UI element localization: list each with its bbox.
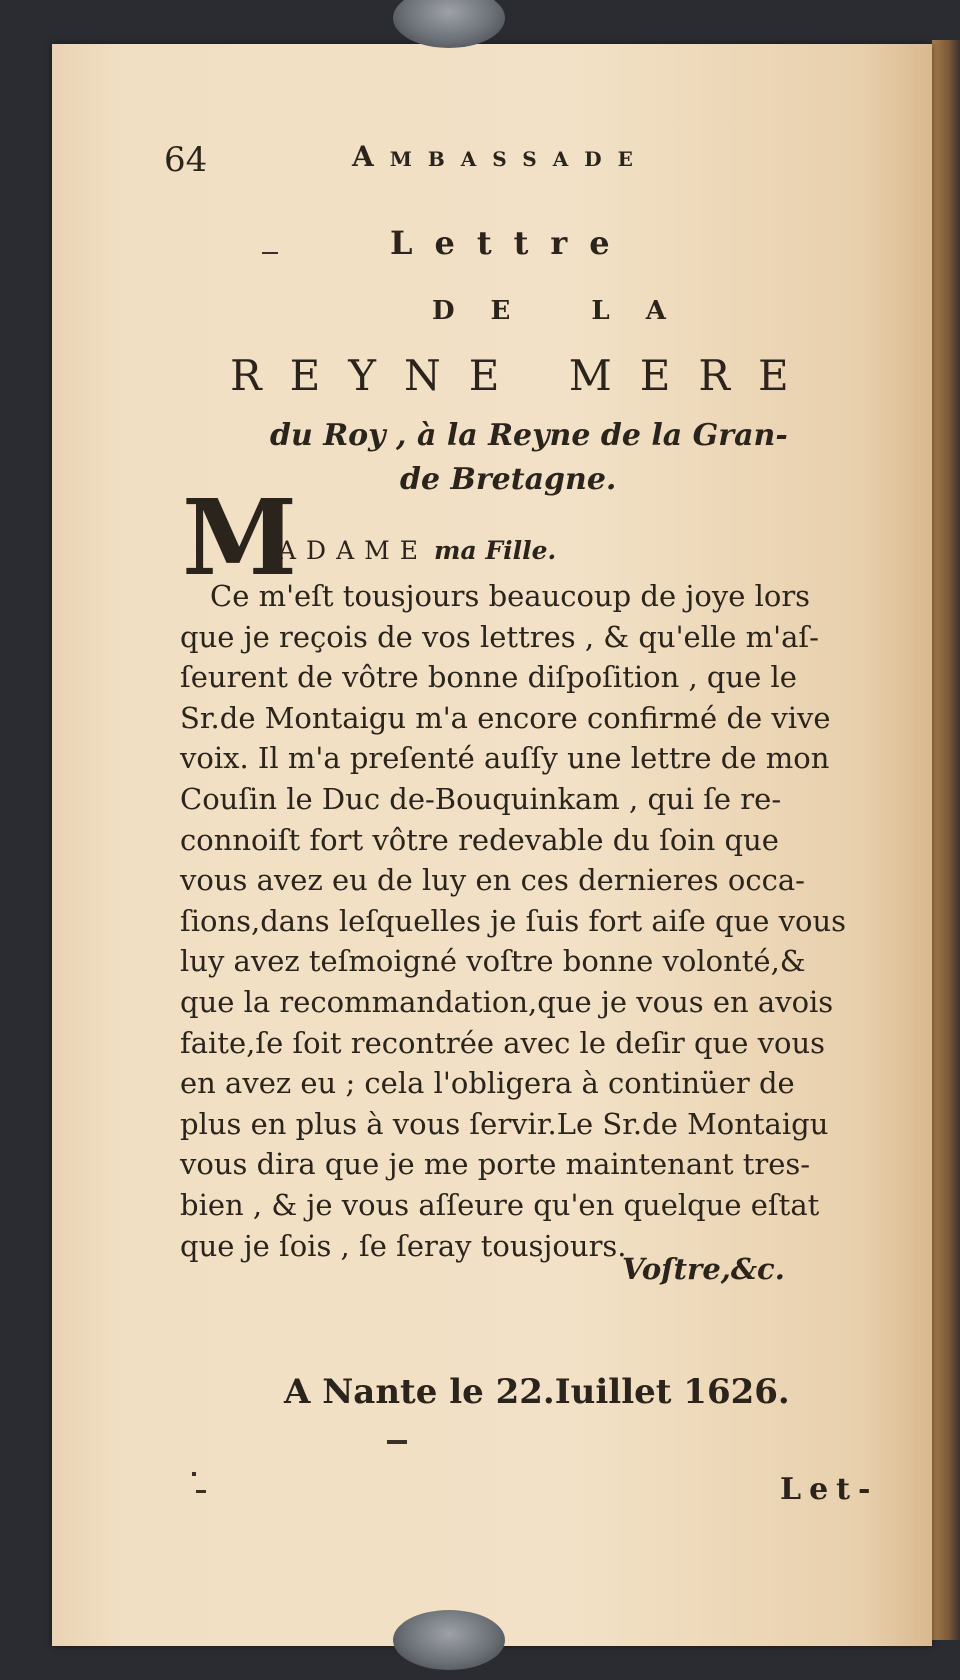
page-number: 64 <box>164 140 208 180</box>
ink-mark <box>192 1472 196 1476</box>
letter-body <box>180 576 930 1266</box>
body-line: en avez eu ; cela l'obligera à continüer de <box>180 1066 795 1101</box>
body-line: ſeurent de vôtre bonne diſpoſition , que le <box>180 660 797 695</box>
title-reyne-mere: REYNE MERE <box>230 351 817 400</box>
body-line: ſions,dans leſquelles je ſuis fort aiſe que vous <box>180 903 847 938</box>
page-clip-top <box>393 0 505 48</box>
salutation <box>278 536 556 565</box>
title-subtitle-line2: de Bretagne. <box>400 462 617 497</box>
body-line: vous avez eu de luy en ces dernieres occa- <box>180 863 805 898</box>
body-line: plus en plus à vous ſervir.Le Sr.de Montaigu <box>180 1106 829 1141</box>
body-line: faite,ſe ſoit recontrée avec le deſir que vous <box>180 1025 826 1060</box>
body-line: bien , & je vous aſſeure qu'en quelque eſtat <box>180 1187 820 1222</box>
body-line: Couſin le Duc de-Bouquinkam , qui ſe re- <box>180 781 782 816</box>
body-line: voix. Il m'a preſenté auſſy une lettre de mon <box>180 741 830 776</box>
body-line: Sr.de Montaigu m'a encore confirmé de vive <box>180 700 831 735</box>
adjacent-page-edge <box>932 40 960 1640</box>
body-line: que la recommandation,que je vous en avois <box>180 984 834 1019</box>
body-line: vous dira que je me porte maintenant tres- <box>180 1147 811 1182</box>
page-clip-bottom <box>393 1610 505 1670</box>
title-lettre: Lettre <box>390 224 632 262</box>
ink-mark <box>196 1490 206 1493</box>
body-line: que je ſois , ſe ſeray tousjours. <box>180 1228 627 1263</box>
running-head: Ambassade <box>352 140 649 173</box>
book-page <box>52 44 932 1646</box>
body-line: que je reçois de vos lettres , & qu'elle m'aſ- <box>180 619 819 654</box>
title-de-la: DE LA <box>432 296 702 326</box>
ink-mark <box>387 1440 407 1444</box>
title-subtitle-line1: du Roy , à la Reyne de la Gran- <box>270 418 788 453</box>
body-line: Ce m'eſt tousjours beaucoup de joye lors <box>210 579 811 613</box>
body-line: luy avez teſmoigné voſtre bonne volonté,& <box>180 944 806 979</box>
signature: Voſtre,&c. <box>622 1252 785 1286</box>
ink-mark <box>262 252 278 254</box>
catchword: Let- <box>780 1472 879 1507</box>
dateline: A Nante le 22.Iuillet 1626. <box>284 1372 790 1412</box>
drop-cap: M <box>182 476 298 599</box>
salutation-word: ADAME <box>278 536 428 565</box>
body-line: connoiſt fort vôtre redevable du ſoin que <box>180 822 779 857</box>
salutation-tail: ma Fille. <box>434 536 557 565</box>
